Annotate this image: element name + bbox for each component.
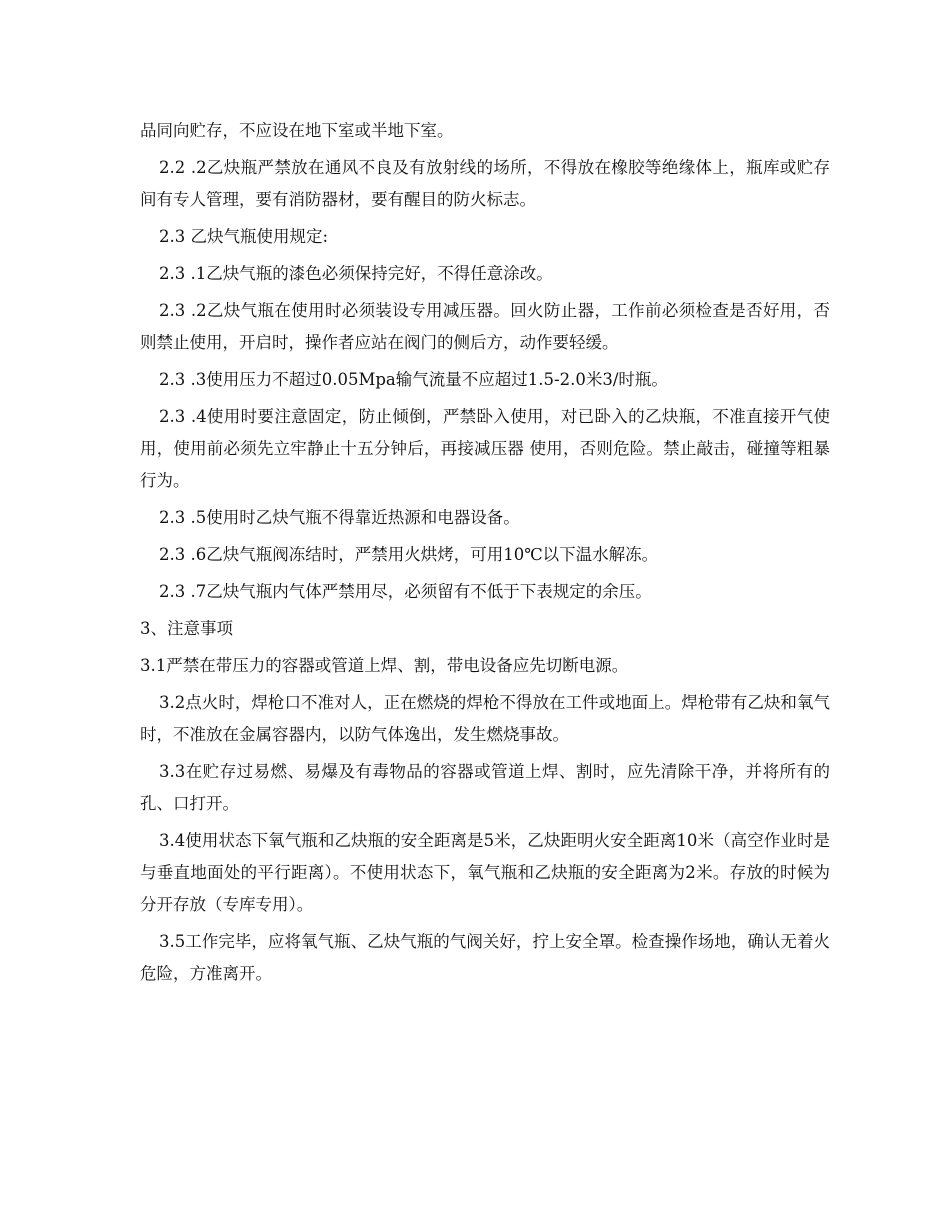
paragraph-3-5: 3.5工作完毕，应将氧气瓶、乙炔气瓶的气阀关好，拧上安全罩。检查操作场地，确认无着火危险，方准离开。 — [140, 932, 830, 983]
paragraph-2-3-6: 2.3 .6乙炔气瓶阀冻结时，严禁用火烘烤，可用10℃以下温水解冻。 — [159, 545, 659, 564]
paragraph-2-3-4: 2.3 .4使用时要注意固定，防止倾倒，严禁卧入使用，对已卧入的乙炔瓶，不准直接开气使用，使用前必须先立牢静止十五分钟后，再接减压器 使用，否则危险。禁止敲击，碰撞等粗暴行为。 — [140, 407, 830, 490]
paragraph-3-4: 3.4使用状态下氧气瓶和乙炔瓶的安全距离是5米，乙炔距明火安全距离10米（高空作业时是与垂直地面处的平行距离）。不使用状态下，氧气瓶和乙炔瓶的安全距离为2米。存放的时候为分开存放（专库专用）。 — [140, 831, 830, 914]
paragraph-2-3-5: 2.3 .5使用时乙炔气瓶不得靠近热源和电器设备。 — [159, 508, 520, 527]
section-heading-3: 3、注意事项 — [140, 619, 233, 638]
paragraph-continuation: 品同向贮存，不应设在地下室或半地下室。 — [140, 121, 454, 140]
document-body — [140, 115, 830, 995]
paragraph-3-3: 3.3在贮存过易燃、易爆及有毒物品的容器或管道上焊、割时，应先清除干净，并将所有的孔、口打开。 — [140, 762, 830, 813]
paragraph-2-3-3: 2.3 .3使用压力不超过0.05Mpa输气流量不应超过1.5-2.0米3/时瓶。 — [159, 370, 668, 389]
paragraph-2-2-2: 2.2 .2乙炔瓶严禁放在通风不良及有放射线的场所，不得放在橡胶等绝缘体上，瓶库或贮存间有专人管理，要有消防器材，要有醒目的防火标志。 — [140, 158, 830, 209]
paragraph-2-3-2: 2.3 .2乙炔气瓶在使用时必须装设专用减压器。回火防止器，工作前必须检查是否好用，否则禁止使用，开启时，操作者应站在阀门的侧后方，动作要轻缓。 — [140, 301, 830, 352]
paragraph-2-3-1: 2.3 .1乙炔气瓶的漆色必须保持完好，不得任意涂改。 — [159, 264, 553, 283]
paragraph-3-1: 3.1严禁在带压力的容器或管道上焊、割，带电设备应先切断电源。 — [140, 656, 629, 675]
section-heading-2-3: 2.3 乙炔气瓶使用规定: — [159, 227, 329, 246]
paragraph-2-3-7: 2.3 .7乙炔气瓶内气体严禁用尽，必须留有不低于下表规定的余压。 — [159, 582, 652, 601]
paragraph-3-2: 3.2点火时，焊枪口不准对人，正在燃烧的焊枪不得放在工件或地面上。焊枪带有乙炔和氧气时，不准放在金属容器内，以防气体逸出，发生燃烧事故。 — [140, 693, 830, 744]
